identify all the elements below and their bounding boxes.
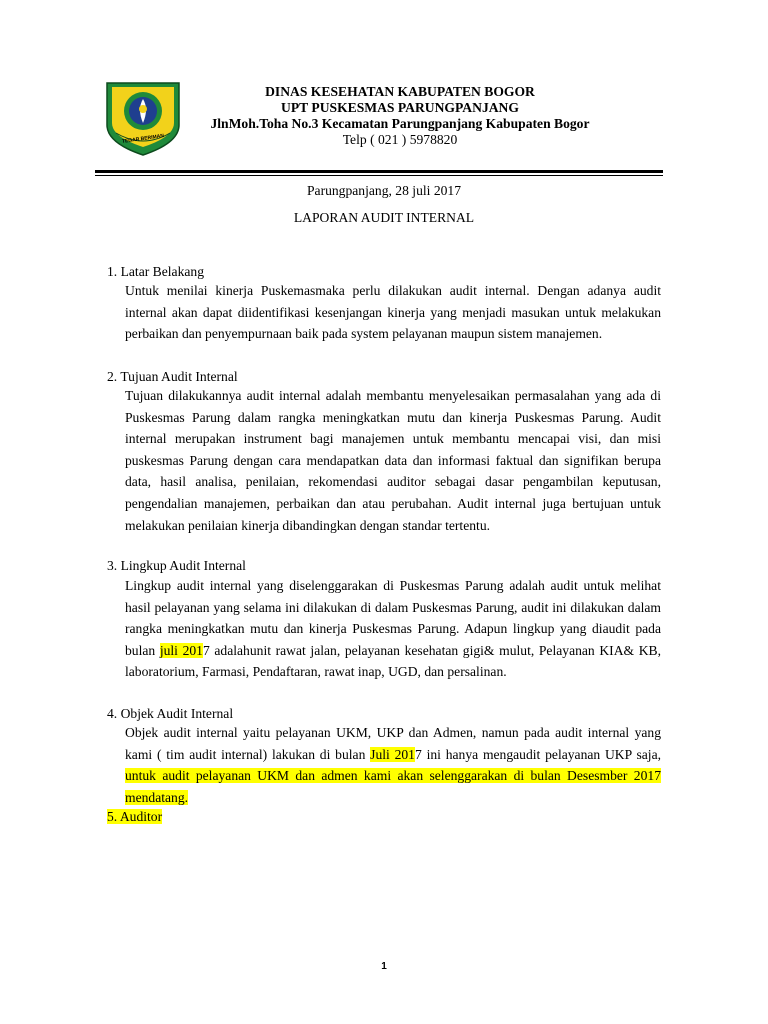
section-4-text-a: Objek audit internal yaitu pelayanan UKM, UKP dan Admen, namun pada audit internal yang kami ( tim audit internal) lakukan di bulan — [125, 725, 661, 762]
document-title: LAPORAN AUDIT INTERNAL — [293, 210, 475, 225]
letterhead-divider-thin — [95, 175, 663, 176]
section-4-heading: 4. Objek Audit Internal — [107, 706, 234, 721]
section-1-heading: 1. Latar Belakang — [107, 264, 205, 279]
letterhead-agency: DINAS KESEHATAN KABUPATEN BOGOR — [265, 84, 535, 99]
section-3-heading: 3. Lingkup Audit Internal — [107, 558, 246, 573]
letterhead-unit: UPT PUSKESMAS PARUNGPANJANG — [281, 100, 519, 115]
section-4-text-b: 7 ini hanya mengaudit pelayanan UKP saja, — [414, 746, 662, 762]
letterhead-divider-thick — [95, 170, 663, 173]
section-4-highlight-1: Juli 201 — [370, 746, 415, 762]
letterhead-phone: Telp ( 021 ) 5978820 — [342, 132, 458, 147]
section-5-heading — [107, 809, 162, 825]
letterhead-address: JlnMoh.Toha No.3 Kecamatan Parungpanjang Kabupaten Bogor — [210, 116, 590, 131]
section-2-paragraph: Tujuan dilakukannya audit internal adalah membantu menyelesaikan permasalahan yang ada di Puskesmas Parung dalam rangka meningkatkan mutu dan kinerja Puskesmas Parung. Audit internal merupakan instrument bagi manajemen untuk membantu mencapai visi, dan misi puskesmas Parung dengan cara mendapatkan data dan informasi faktual dan signifikan berupa data, hasil analisa, penilaian, rekomendasi auditor sebagai dasar pengambilan keputusan, pengendalian manajemen, perbaikan dan atau perubahan. Audit internal juga bertujuan untuk melakukan penilaian kinerja dibandingkan dengan standar tertentu. — [125, 388, 661, 533]
section-3-text-a: Lingkup audit internal yang diselenggarakan di Puskesmas Parung adalah audit untuk melihat hasil pelayanan yang selama ini dilakukan di dalam Puskesmas Parung, audit ini dilakukan dalam rangka meningkatkan mutu dan kinerja Puskesmas Parung. Adapun lingkup yang diaudit pada bulan — [125, 578, 661, 658]
section-5-heading-text: 5. Auditor — [107, 809, 163, 824]
page-number: 1 — [381, 961, 387, 972]
section-3-paragraph — [125, 575, 661, 683]
section-1-paragraph: Untuk menilai kinerja Puskemasmaka perlu dilakukan audit internal. Dengan adanya audit internal akan dapat diidentifikasi kesenjangan kinerja yang menjadi masukan untuk melakukan perbaikan dan penyempurnaan baik pada system pelayanan maupun sistem manajemen. — [125, 283, 661, 342]
document-date: Parungpanjang, 28 juli 2017 — [306, 183, 462, 198]
section-3-text-b: 7 adalahunit rawat jalan, pelayanan kesehatan gigi& mulut, Pelayanan KIA& KB, laboratorium, Farmasi, Pendaftaran, rawat inap, UGD, dan persalinan. — [125, 642, 661, 680]
letterhead — [190, 84, 610, 148]
section-3-highlight: juli 201 — [159, 642, 203, 658]
logo-motto: TEGAR BERIMAN — [121, 133, 165, 145]
section-2-heading: 2. Tujuan Audit Internal — [107, 369, 238, 384]
section-4-highlight-2: untuk audit pelayanan UKM dan admen kami akan selenggarakan di bulan Desesmber 2017 mendatang. — [125, 768, 661, 805]
section-4-paragraph — [125, 722, 661, 808]
